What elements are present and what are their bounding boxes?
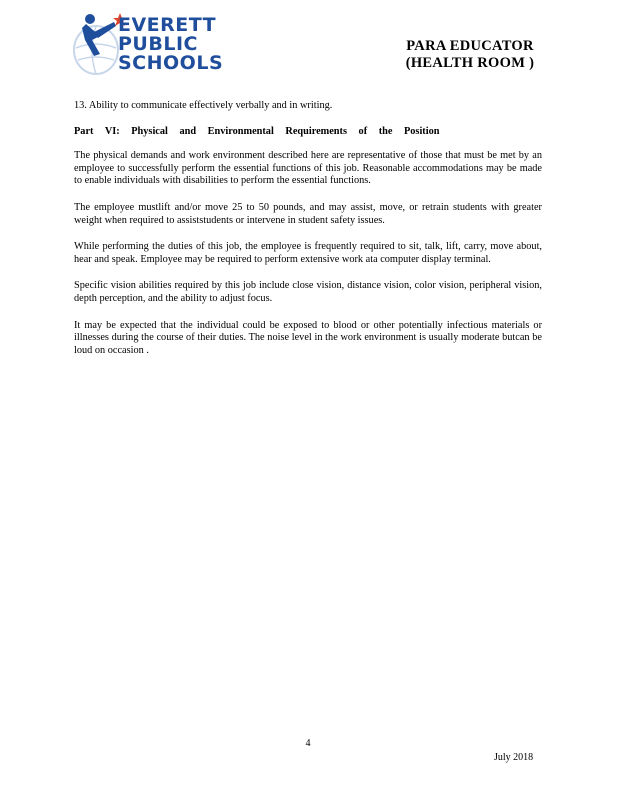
paragraph-physical-demands: The physical demands and work environment described here are representative of those that must be met by an employee to successfully perform the essential functions of this job. Reasonable accommodations may be made to enable individuals with disabilities to perform the essential functions. <box>74 150 542 187</box>
logo-line-public: PUBLIC <box>118 33 198 55</box>
logo-line-schools: SCHOOLS <box>118 52 224 74</box>
revision-date: July 2018 <box>494 752 534 763</box>
job-title <box>385 38 555 72</box>
page-number: 4 <box>305 738 311 749</box>
district-logo <box>70 10 240 80</box>
paragraph-lifting: The employee mustlift and/or move 25 to 50 pounds, and may assist, move, or retrain students with greater weight when required to assiststudents or intervene in student safety issues. <box>74 201 542 226</box>
paragraph-vision: Specific vision abilities required by this job include close vision, distance vision, color vision, peripheral vision, depth perception, and the ability to adjust focus. <box>74 280 542 304</box>
section-heading-part-vi: Part VI: Physical and Environmental Requirements of the Position <box>74 125 440 137</box>
paragraph-duties: While performing the duties of this job, the employee is frequently required to sit, talk, lift, carry, move about, hear and speak. Employee may be required to perform extensive work ata computer display terminal. <box>74 241 542 265</box>
district-logo-text <box>118 16 223 73</box>
paragraph-exposure-noise: It may be expected that the individual could be exposed to blood or other potentially infectious materials or illnesses during the course of their duties. The noise level in the work environment is usually moderate butcan be loud on occasion . <box>74 319 542 356</box>
logo-line-everett: EVERETT <box>118 14 217 36</box>
document-body <box>74 100 542 371</box>
job-title-line2: (HEALTH ROOM ) <box>405 55 535 71</box>
qualification-item-13: 13. Ability to communicate effectively verbally and in writing. <box>74 100 333 111</box>
job-title-line1: PARA EDUCATOR <box>406 38 534 54</box>
